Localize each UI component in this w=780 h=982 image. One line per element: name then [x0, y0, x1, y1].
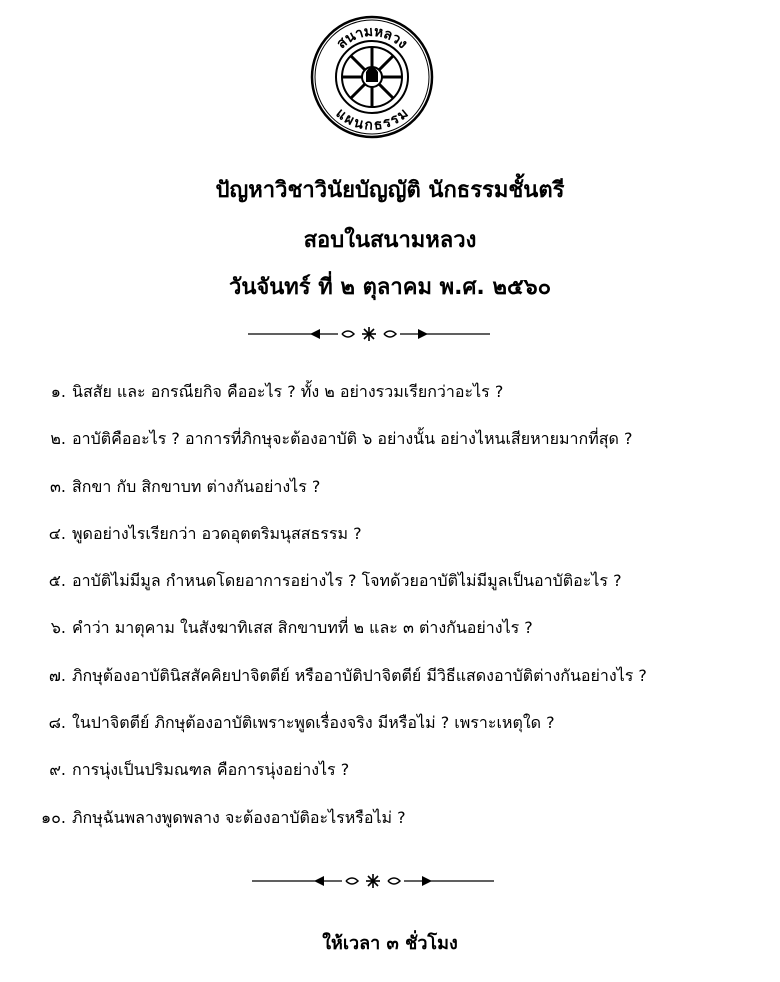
question-text: ภิกษุฉันพลางพูดพลาง จะต้องอาบัติอะไรหรือไม่ ?: [72, 807, 406, 827]
question-item: [20, 616, 770, 663]
question-item: [20, 711, 770, 758]
question-text: อาบัติไม่มีมูล กำหนดโดยอาการอย่างไร ? โจทด้วยอาบัติไม่มีมูลเป็นอาบัติอะไร ?: [72, 571, 622, 591]
seal-bottom-text: แผนกธรรม: [332, 105, 412, 134]
question-text: สิกขา กับ สิกขาบท ต่างกันอย่างไร ?: [72, 476, 321, 496]
exam-title: ปัญหาวิชาวินัยบัญญัติ นักธรรมชั้นตรี: [215, 178, 565, 203]
question-number: ๑๐.: [40, 807, 66, 827]
dharma-wheel-icon: [342, 47, 402, 107]
question-number: ๒.: [50, 429, 66, 449]
question-text: ในปาจิตตีย์ ภิกษุต้องอาบัติเพราะพูดเรื่องจริง มีหรือไม่ ? เพราะเหตุใด ?: [72, 713, 555, 733]
question-number: ๑.: [50, 382, 66, 401]
exam-venue: สอบในสนามหลวง: [303, 228, 477, 253]
question-text: การนุ่งเป็นปริมณฑล คือการนุ่งอย่างไร ?: [72, 760, 350, 780]
seal-top-text: สนามหลวง: [333, 23, 411, 53]
ornament-divider-bottom: [252, 873, 494, 889]
question-number: ๔.: [48, 523, 66, 543]
time-allowed: ให้เวลา ๓ ชั่วโมง: [322, 933, 458, 954]
question-list: [20, 380, 770, 853]
exam-date: วันจันทร์ ที่ ๒ ตุลาคม พ.ศ. ๒๕๖๐: [228, 275, 551, 300]
question-text: ภิกษุต้องอาบัตินิสสัคคิยปาจิตตีย์ หรืออาบัติปาจิตตีย์ มีวิธีแสดงอาบัติต่างกันอย่างไร ?: [72, 665, 647, 685]
question-number: ๘.: [48, 713, 66, 733]
question-item: [20, 664, 770, 711]
question-text: พูดอย่างไรเรียกว่า อวดอุตตริมนุสสธรรม ?: [72, 523, 362, 543]
question-item: [20, 427, 770, 474]
ornament-divider-top: [248, 326, 490, 342]
question-text: อาบัติคืออะไร ? อาการที่ภิกษุจะต้องอาบัติ ๖ อย่างนั้น อย่างไหนเสียหายมากที่สุด ?: [72, 429, 633, 449]
question-item: [20, 569, 770, 616]
question-item: [20, 475, 770, 522]
question-number: ๕.: [48, 571, 66, 591]
question-number: ๓.: [49, 476, 66, 496]
question-item: [20, 806, 770, 853]
question-number: ๗.: [48, 665, 66, 685]
question-item: [20, 522, 770, 569]
question-number: ๙.: [49, 760, 66, 780]
question-text: คำว่า มาตุคาม ในสังฆาทิเสส สิกขาบทที่ ๒ และ ๓ ต่างกันอย่างไร ?: [72, 618, 533, 638]
question-number: ๖.: [50, 618, 66, 638]
question-item: [20, 380, 770, 427]
question-item: [20, 758, 770, 805]
question-text: นิสสัย และ อกรณียกิจ คืออะไร ? ทั้ง ๒ อย่างรวมเรียกว่าอะไร ?: [72, 382, 504, 401]
seal-logo: [309, 14, 435, 140]
